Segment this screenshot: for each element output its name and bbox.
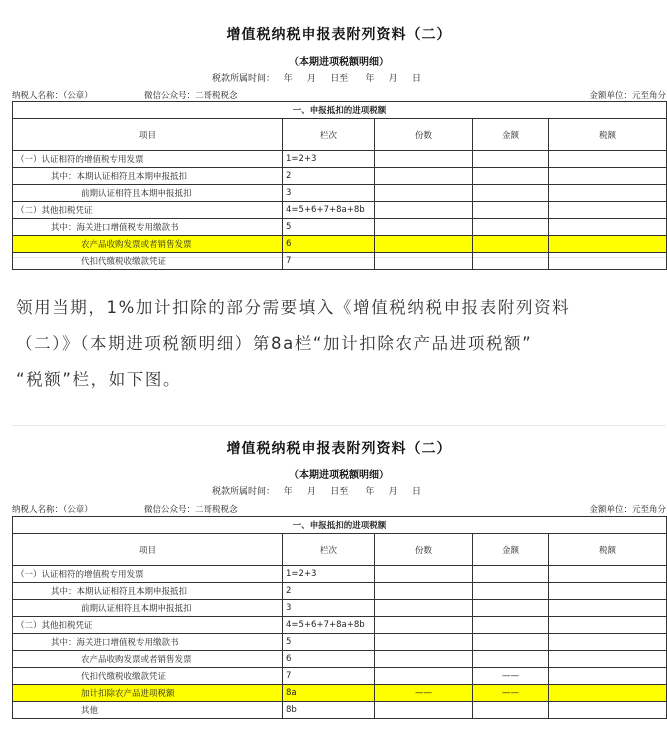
- cell-count: [375, 600, 473, 617]
- cell-amount: [473, 651, 549, 668]
- cell-amount: [473, 253, 549, 270]
- cell-amount: [473, 202, 549, 219]
- table-row: [13, 185, 667, 202]
- row-code: 1=2+3: [283, 151, 375, 168]
- cell-tax: [549, 600, 667, 617]
- form-period: 税款所属时间： 年 月 日至 年 月 日: [212, 487, 421, 497]
- table-row: [13, 634, 667, 651]
- cell-tax: [549, 219, 667, 236]
- row-item: 农产品收购发票或者销售发票: [13, 236, 283, 253]
- row-code: 1=2+3: [283, 566, 375, 583]
- table-row: [13, 702, 667, 719]
- tax-form-image-top: [12, 0, 666, 267]
- table-row-highlighted: [13, 236, 667, 253]
- cell-tax: [549, 566, 667, 583]
- cell-tax: [549, 253, 667, 270]
- article-line: 领用当期，1%加计扣除的部分需要填入《增值税纳税申报表附列资料: [16, 298, 571, 317]
- table-row: [13, 253, 667, 270]
- table-row: [13, 617, 667, 634]
- cell-amount: [473, 634, 549, 651]
- row-item: （一）认证相符的增值税专用发票: [13, 566, 283, 583]
- article-line: “税额”栏，如下图。: [16, 370, 182, 389]
- cell-amount: [473, 168, 549, 185]
- cell-tax: [549, 168, 667, 185]
- row-item: 其中：本期认证相符且本期申报抵扣: [13, 583, 283, 600]
- cell-tax: [549, 202, 667, 219]
- cell-amount: [473, 151, 549, 168]
- table-row-highlighted: [13, 685, 667, 702]
- cell-count: [375, 566, 473, 583]
- header-count: 份数: [375, 534, 473, 566]
- form-subtitle: （本期进项税额明细）: [289, 57, 389, 68]
- row-code: 8a: [283, 685, 375, 702]
- cell-tax: [549, 668, 667, 685]
- row-item: 代扣代缴税收缴款凭证: [13, 253, 283, 270]
- form-title: 增值税纳税申报表附列资料（二）: [226, 441, 452, 457]
- cell-amount: [473, 236, 549, 253]
- row-code: 2: [283, 168, 375, 185]
- table-row: [13, 202, 667, 219]
- cell-count: [375, 168, 473, 185]
- row-code: 4=5+6+7+8a+8b: [283, 202, 375, 219]
- cell-count: [375, 202, 473, 219]
- cell-amount: [473, 600, 549, 617]
- row-code: 4=5+6+7+8a+8b: [283, 617, 375, 634]
- row-code: 7: [283, 253, 375, 270]
- table-row: [13, 219, 667, 236]
- form-title: 增值税纳税申报表附列资料（二）: [226, 27, 452, 43]
- cell-amount: [473, 219, 549, 236]
- row-item: 加计扣除农产品进项税额: [13, 685, 283, 702]
- cell-count: [375, 702, 473, 719]
- row-item: 前期认证相符且本期申报抵扣: [13, 600, 283, 617]
- row-item: （二）其他扣税凭证: [13, 617, 283, 634]
- taxpayer-name: 纳税人名称：（公章）: [12, 91, 93, 101]
- form-subtitle: （本期进项税额明细）: [289, 470, 389, 481]
- row-item: 前期认证相符且本期申报抵扣: [13, 185, 283, 202]
- taxpayer-name: 纳税人名称：（公章）: [12, 505, 93, 515]
- row-item: （一）认证相符的增值税专用发票: [13, 151, 283, 168]
- tax-form-image-bottom: [12, 425, 666, 738]
- form-period: 税款所属时间： 年 月 日至 年 月 日: [212, 74, 421, 84]
- row-code: 5: [283, 219, 375, 236]
- row-code: 7: [283, 668, 375, 685]
- row-item: 代扣代缴税收缴款凭证: [13, 668, 283, 685]
- cell-count-dash: ——: [375, 685, 473, 702]
- amount-unit: 金额单位：元至角分: [589, 91, 666, 101]
- tax-table: [12, 516, 667, 719]
- cell-tax: [549, 236, 667, 253]
- cell-count: [375, 634, 473, 651]
- header-tax: 税额: [549, 119, 667, 151]
- row-item: 农产品收购发票或者销售发票: [13, 651, 283, 668]
- section-header: 一、申报抵扣的进项税额: [13, 102, 667, 119]
- cell-tax: [549, 185, 667, 202]
- cell-count: [375, 583, 473, 600]
- table-row: [13, 566, 667, 583]
- header-tax: 税额: [549, 534, 667, 566]
- row-code: 3: [283, 185, 375, 202]
- tax-table: [12, 101, 667, 270]
- cell-amount: [473, 583, 549, 600]
- row-item: 其中：本期认证相符且本期申报抵扣: [13, 168, 283, 185]
- cell-amount: [473, 702, 549, 719]
- table-row: [13, 668, 667, 685]
- row-item: 其中：海关进口增值税专用缴款书: [13, 634, 283, 651]
- section-header: 一、申报抵扣的进项税额: [13, 517, 667, 534]
- header-amount: 金额: [473, 534, 549, 566]
- row-code: 8b: [283, 702, 375, 719]
- cell-tax: [549, 583, 667, 600]
- row-item: 其中：海关进口增值税专用缴款书: [13, 219, 283, 236]
- cell-count: [375, 151, 473, 168]
- cell-count: [375, 617, 473, 634]
- article-line: （二）》（本期进项税额明细）第8a栏“加计扣除农产品进项税额”: [16, 334, 533, 353]
- row-item: （二）其他扣税凭证: [13, 202, 283, 219]
- cell-count: [375, 253, 473, 270]
- cell-tax: [549, 617, 667, 634]
- cell-count: [375, 668, 473, 685]
- header-code: 栏次: [283, 534, 375, 566]
- cell-count: [375, 185, 473, 202]
- amount-unit: 金额单位：元至角分: [589, 505, 666, 515]
- cell-tax: [549, 151, 667, 168]
- cell-amount: [473, 185, 549, 202]
- cell-tax: [549, 685, 667, 702]
- cell-amount: [473, 566, 549, 583]
- header-item: 项目: [13, 534, 283, 566]
- article-paragraph: [16, 290, 656, 398]
- table-row: [13, 151, 667, 168]
- cell-count: [375, 219, 473, 236]
- row-code: 6: [283, 651, 375, 668]
- cell-tax: [549, 634, 667, 651]
- table-row: [13, 168, 667, 185]
- cell-amount: [473, 617, 549, 634]
- table-row: [13, 651, 667, 668]
- row-code: 2: [283, 583, 375, 600]
- header-item: 项目: [13, 119, 283, 151]
- header-amount: 金额: [473, 119, 549, 151]
- table-row: [13, 600, 667, 617]
- cell-amount-dash: ——: [473, 668, 549, 685]
- cell-tax: [549, 651, 667, 668]
- cell-count: [375, 236, 473, 253]
- wechat-account: 微信公众号：二哥税税念: [144, 505, 238, 515]
- cell-count: [375, 651, 473, 668]
- row-code: 3: [283, 600, 375, 617]
- row-item: 其他: [13, 702, 283, 719]
- row-code: 6: [283, 236, 375, 253]
- header-code: 栏次: [283, 119, 375, 151]
- table-row: [13, 583, 667, 600]
- wechat-account: 微信公众号：二哥税税念: [144, 91, 238, 101]
- cell-amount-dash: ——: [473, 685, 549, 702]
- row-code: 5: [283, 634, 375, 651]
- header-count: 份数: [375, 119, 473, 151]
- cell-tax: [549, 702, 667, 719]
